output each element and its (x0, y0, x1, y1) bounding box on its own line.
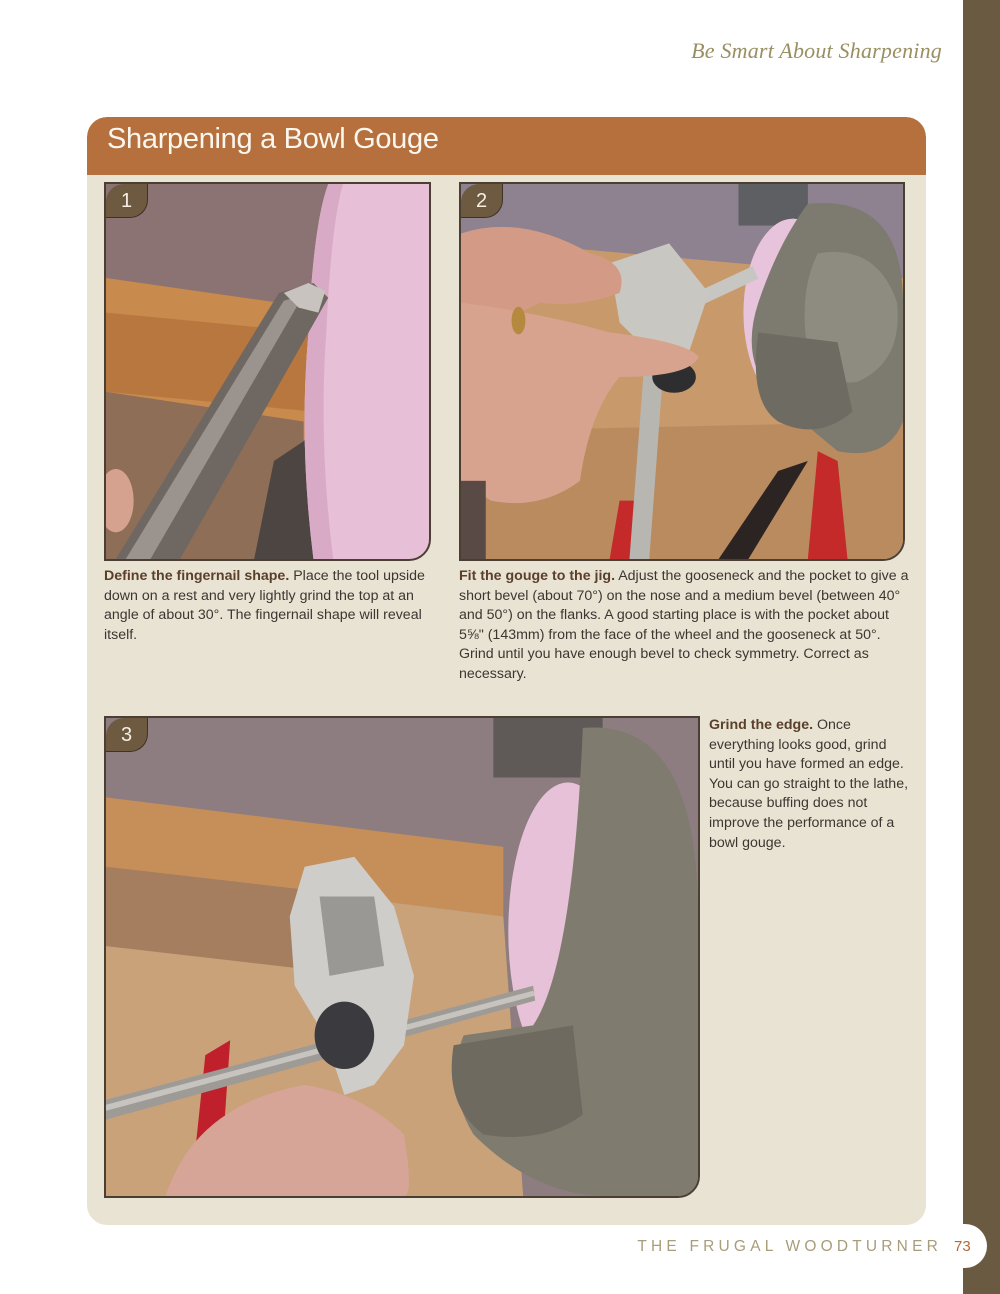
step-3-caption (709, 716, 914, 853)
page-number: 73 (954, 1238, 971, 1255)
step-3-photo (104, 716, 700, 1198)
side-color-band (963, 0, 1000, 1294)
running-head: Be Smart About Sharpening (691, 38, 942, 63)
step-2-photo (459, 182, 905, 561)
step-2-body: Adjust the gooseneck and the pocket to give a short bevel (about 70°) on the nose and a medium bevel (between 40° and 50°) on the flanks. A good starting place is with the pocket about 5⅝" (143mm) from the face of the wheel and the gooseneck at 50°. Grind until you have enough bevel to check symmetry. Correct as necessary. (459, 568, 909, 682)
step-1-photo (104, 182, 431, 561)
step-1-caption (104, 567, 439, 645)
step-1-lead: Define the fingernail shape. (104, 568, 290, 584)
book-title-footer: THE FRUGAL WOODTURNER (637, 1238, 942, 1255)
step-3-body: Once everything looks good, grind until you have formed an edge. You can go straight to the lathe, because buffing does not improve the performance of a bowl gouge. (709, 717, 909, 851)
step-1-badge: 1 (106, 184, 148, 218)
gouge-on-wheel-image (106, 184, 429, 559)
grinding-edge-image (106, 718, 698, 1196)
panel-header (87, 117, 926, 175)
step-3-lead: Grind the edge. (709, 717, 814, 733)
panel-title: Sharpening a Bowl Gouge (107, 123, 439, 155)
step-3-badge: 3 (106, 718, 148, 752)
step-2-badge: 2 (461, 184, 503, 218)
jig-fitting-image (461, 184, 903, 559)
step-1-body: Place the tool upside down on a rest and very lightly grind the top at an angle of about 30°. The fingernail shape will reveal itself. (104, 568, 425, 643)
step-2-caption (459, 567, 909, 685)
step-2-lead: Fit the gouge to the jig. (459, 568, 616, 584)
